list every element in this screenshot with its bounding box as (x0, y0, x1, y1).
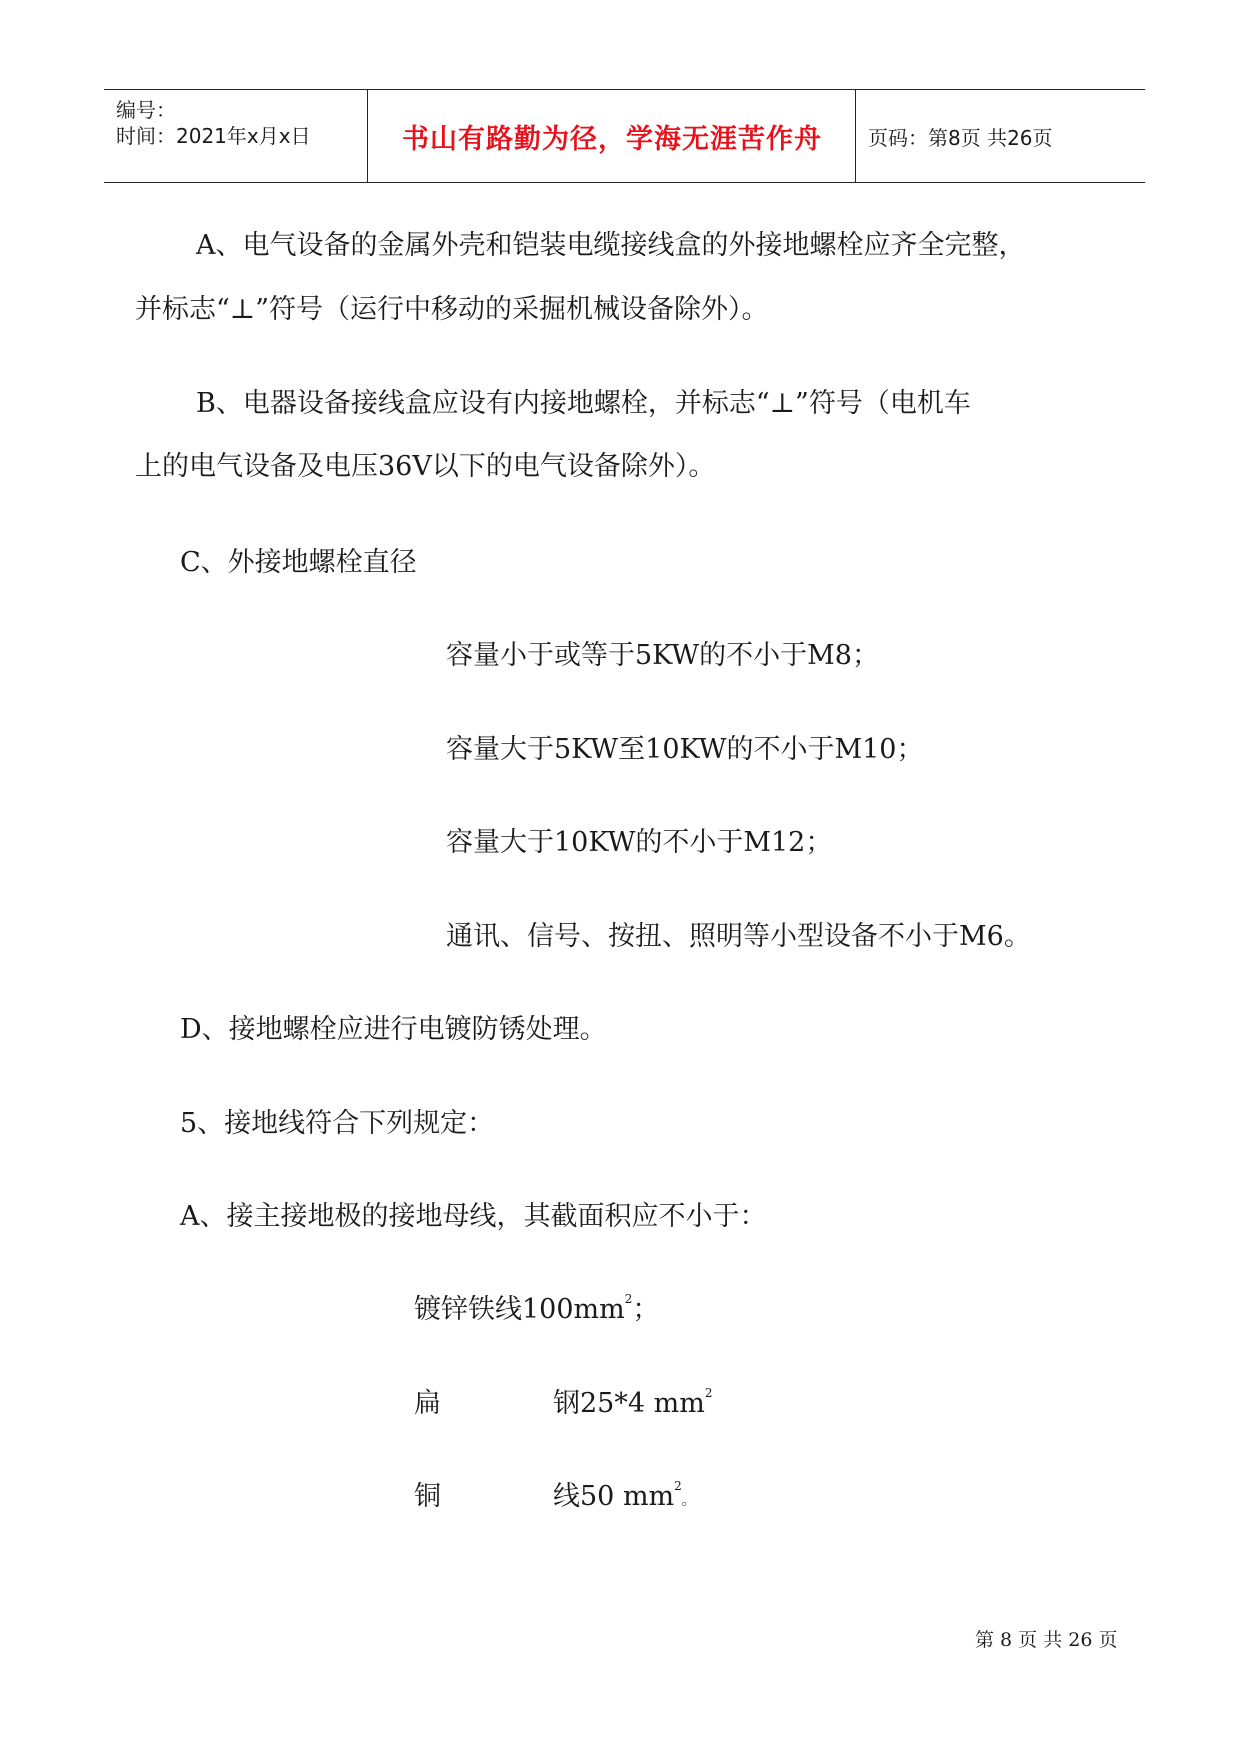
material-flat-steel (553, 1386, 713, 1419)
para-d: D、接地螺栓应进行电镀防锈处理。 (180, 1014, 607, 1045)
para-b-line1: B、电器设备接线盒应设有内接地螺栓，并标志“⊥”符号（电机车 (196, 388, 971, 419)
material-flat-steel-text: 钢25*4 mm (553, 1388, 705, 1419)
c-item-3: 容量大于10KW的不小于M12； (446, 827, 833, 858)
header-table (104, 89, 1145, 183)
c-item-1: 容量小于或等于5KW的不小于M8； (446, 640, 879, 671)
para-a-line1: A、电气设备的金属外壳和铠装电缆接线盒的外接地螺栓应齐全完整， (196, 230, 1026, 261)
c-item-4: 通讯、信号、按扭、照明等小型设备不小于M6。 (446, 921, 1031, 952)
para-5a: A、接主接地极的接地母线，其截面积应不小于： (180, 1201, 767, 1232)
material-copper-tail: 。 (681, 1493, 696, 1509)
material-galvanized-wire-tail: ； (632, 1294, 660, 1325)
footer-page-number: 第 8 页 共 26 页 (975, 1629, 1118, 1651)
unit-superscript: 2 (674, 1479, 682, 1493)
material-copper-name: 铜 (414, 1481, 441, 1512)
material-copper-text: 线50 mm (553, 1481, 675, 1512)
para-b-line2: 上的电气设备及电压36V以下的电气设备除外）。 (135, 451, 716, 482)
c-item-2: 容量大于5KW至10KW的不小于M10； (446, 734, 924, 765)
material-galvanized-wire-text: 镀锌铁线100mm (414, 1294, 625, 1325)
unit-superscript: 2 (704, 1386, 713, 1400)
header-meta-cell (104, 90, 368, 182)
para-a-line2: 并标志“⊥”符号（运行中移动的采掘机械设备除外）。 (135, 294, 769, 325)
material-galvanized-wire (414, 1292, 660, 1325)
para-c: C、外接地螺栓直径 (180, 547, 417, 578)
para-5: 5、接地线符合下列规定： (180, 1108, 495, 1139)
header-motto: 书山有路勤为径，学海无涯苦作舟 (369, 90, 856, 182)
number-label: 编号： (116, 98, 176, 122)
header-page-label: 页码：第8页 共26页 (868, 125, 1053, 150)
time-label: 时间：2021年x月x日 (116, 124, 311, 148)
unit-superscript: 2 (624, 1292, 633, 1306)
material-flat-steel-name: 扁 (414, 1388, 441, 1419)
material-copper (553, 1479, 696, 1512)
